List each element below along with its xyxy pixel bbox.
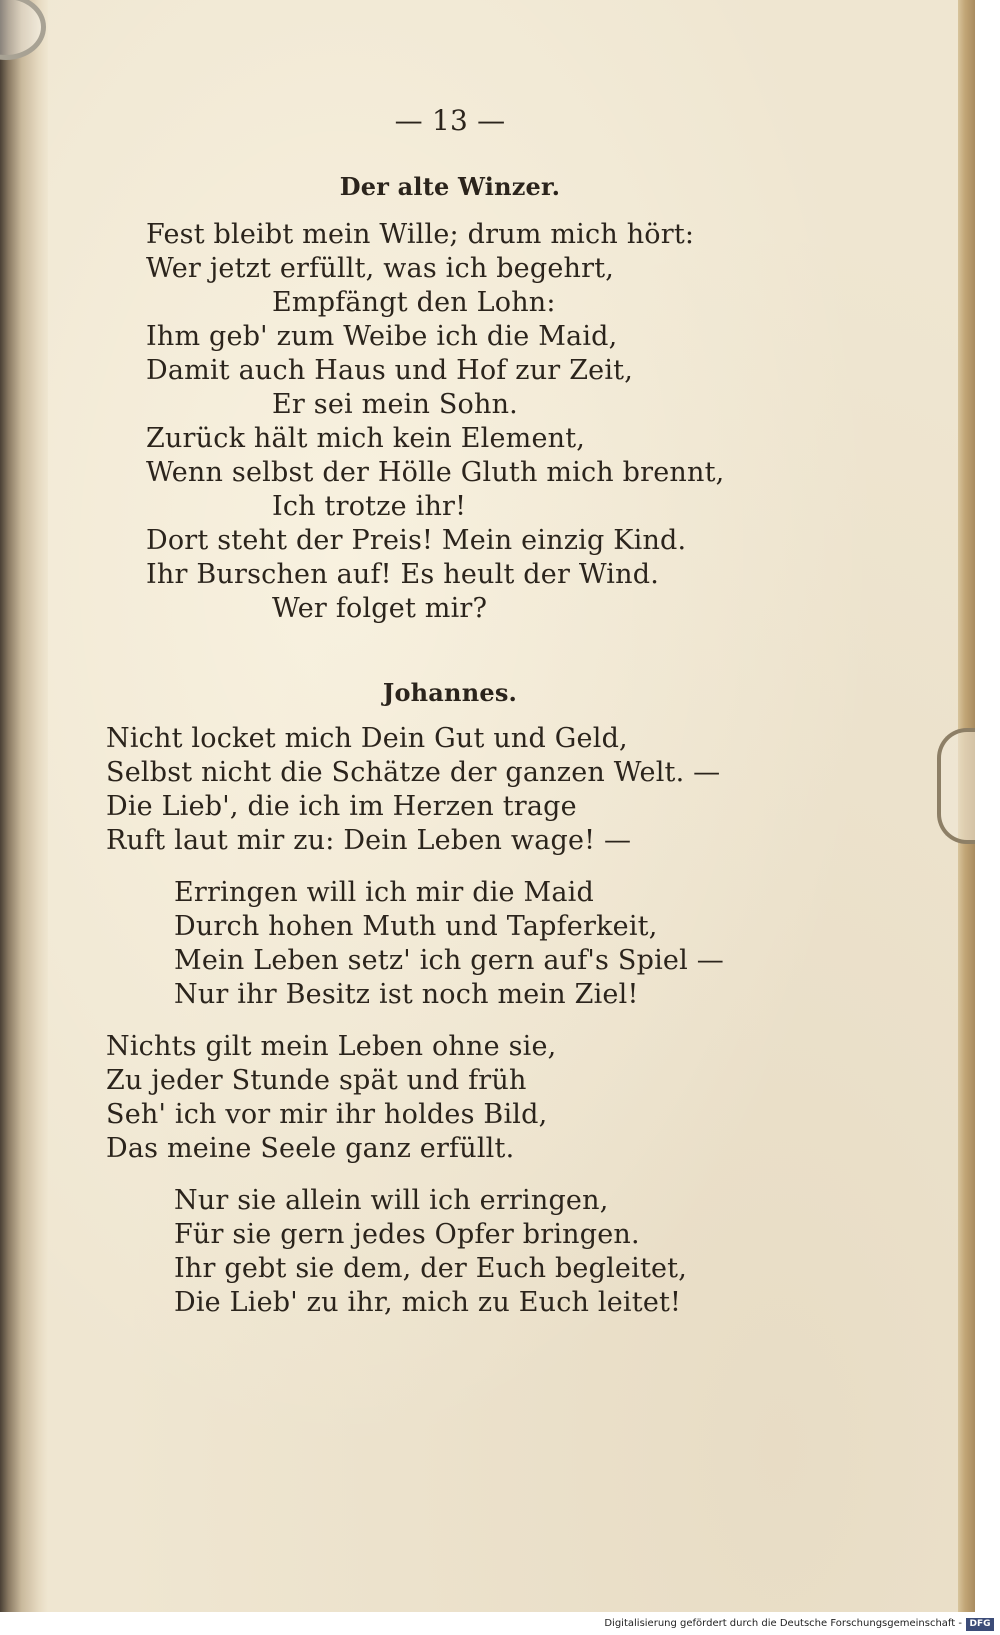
poem-line: Zurück hält mich kein Element, bbox=[146, 423, 586, 454]
poem-line: Wer folget mir? bbox=[272, 593, 488, 624]
poem-line: Ich trotze ihr! bbox=[272, 491, 467, 522]
poem-line: Selbst nicht die Schätze der ganzen Welt. — bbox=[106, 757, 721, 788]
page-number: — 13 — bbox=[394, 104, 506, 137]
digitization-credit: Digitalisierung gefördert durch die Deutsche Forschungsgemeinschaft - bbox=[604, 1618, 962, 1629]
poem-line: Ihr Burschen auf! Es heult der Wind. bbox=[146, 559, 660, 590]
poem-line: Empfängt den Lohn: bbox=[272, 287, 556, 318]
poem-line: Erringen will ich mir die Maid bbox=[174, 877, 594, 908]
poem-line: Die Lieb', die ich im Herzen trage bbox=[106, 791, 577, 822]
poem-line: Fest bleibt mein Wille; drum mich hört: bbox=[146, 219, 695, 250]
poem-line: Er sei mein Sohn. bbox=[272, 389, 518, 420]
poem-line: Ihm geb' zum Weibe ich die Maid, bbox=[146, 321, 618, 352]
poem-line: Mein Leben setz' ich gern auf's Spiel — bbox=[174, 945, 724, 976]
poem-line: Damit auch Haus und Hof zur Zeit, bbox=[146, 355, 633, 386]
poem-line: Wenn selbst der Hölle Gluth mich brennt, bbox=[146, 457, 725, 488]
poem-line: Zu jeder Stunde spät und früh bbox=[106, 1065, 527, 1096]
poem-line: Seh' ich vor mir ihr holdes Bild, bbox=[106, 1099, 548, 1130]
poem-title: Johannes. bbox=[382, 678, 518, 707]
book-gutter bbox=[0, 0, 48, 1612]
poem-line: Ihr gebt sie dem, der Euch begleitet, bbox=[174, 1253, 688, 1284]
poem-line: Ruft laut mir zu: Dein Leben wage! — bbox=[106, 825, 632, 856]
poem-line: Nur sie allein will ich erringen, bbox=[174, 1185, 609, 1216]
poem-line: Dort steht der Preis! Mein einzig Kind. bbox=[146, 525, 687, 556]
poem-line: Für sie gern jedes Opfer bringen. bbox=[174, 1219, 640, 1250]
poem-line: Nichts gilt mein Leben ohne sie, bbox=[106, 1031, 557, 1062]
poem-line: Wer jetzt erfüllt, was ich begehrt, bbox=[146, 253, 615, 284]
poem-line: Die Lieb' zu ihr, mich zu Euch leitet! bbox=[174, 1287, 682, 1318]
binding-clip bbox=[937, 728, 975, 844]
poem-title: Der alte Winzer. bbox=[339, 172, 561, 201]
poem-line: Das meine Seele ganz erfüllt. bbox=[106, 1133, 515, 1164]
dfg-logo: DFG bbox=[966, 1618, 994, 1631]
poem-line: Durch hohen Muth und Tapferkeit, bbox=[174, 911, 658, 942]
poem-line: Nur ihr Besitz ist noch mein Ziel! bbox=[174, 979, 639, 1010]
poem-line: Nicht locket mich Dein Gut und Geld, bbox=[106, 723, 628, 754]
